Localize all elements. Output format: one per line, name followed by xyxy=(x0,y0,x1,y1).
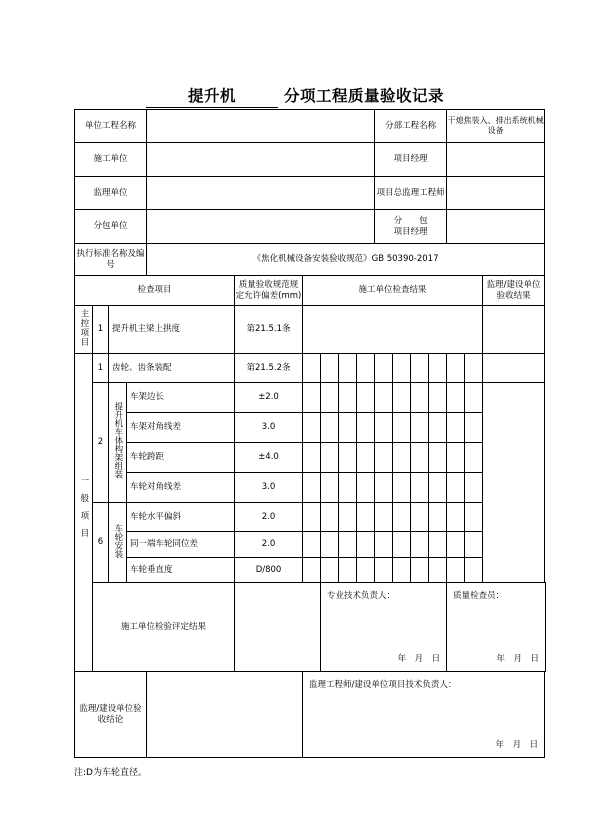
result-cell[interactable] xyxy=(411,443,429,473)
gen6-row-spec: 2.0 xyxy=(235,532,303,558)
quality-inspector-date: 年 月 日 xyxy=(496,654,539,665)
result-cell[interactable] xyxy=(411,532,429,558)
supervisor-date: 年 月 日 xyxy=(495,740,539,751)
result-cell[interactable] xyxy=(447,473,465,503)
col-contractor-result: 施工单位检查结果 xyxy=(303,276,483,306)
result-cell[interactable] xyxy=(429,558,447,583)
gen2-row-name: 车轮对角线差 xyxy=(127,473,235,503)
subcontract-unit-label: 分包单位 xyxy=(75,210,147,244)
supervision-unit-label: 监理单位 xyxy=(75,177,147,210)
result-cell[interactable] xyxy=(375,503,393,532)
result-cell[interactable] xyxy=(429,383,447,413)
main-control-text: 主控项目 xyxy=(78,308,89,347)
result-cell[interactable] xyxy=(447,383,465,413)
gen1-spec: 第21.5.2条 xyxy=(235,354,303,383)
result-cell[interactable] xyxy=(411,503,429,532)
result-cell[interactable] xyxy=(303,413,321,443)
result-cell[interactable] xyxy=(321,443,339,473)
result-cell[interactable] xyxy=(447,413,465,443)
main-item-spec: 第21.5.1条 xyxy=(235,306,303,354)
result-cell[interactable] xyxy=(357,503,375,532)
result-cell[interactable] xyxy=(321,354,339,383)
result-cell[interactable] xyxy=(429,443,447,473)
result-cell[interactable] xyxy=(339,354,357,383)
result-cell[interactable] xyxy=(429,532,447,558)
gen2-row-name: 车架对角线差 xyxy=(127,413,235,443)
tech-lead-sign-area[interactable] xyxy=(321,583,447,672)
unit-project-field[interactable] xyxy=(147,110,375,143)
result-cell[interactable] xyxy=(411,354,429,383)
result-cell[interactable] xyxy=(465,383,483,413)
result-cell[interactable] xyxy=(321,473,339,503)
gen6-group-text: 车轮安装 xyxy=(112,523,123,558)
gen6-row-spec: D/800 xyxy=(235,558,303,583)
result-cell[interactable] xyxy=(321,558,339,583)
result-cell[interactable] xyxy=(429,473,447,503)
sub-project-label: 分部工程名称 xyxy=(375,110,447,143)
result-cell[interactable] xyxy=(393,354,411,383)
subcontract-unit-field[interactable] xyxy=(147,210,375,244)
col-deviation: 质量验收规范规定允许偏差(mm) xyxy=(235,276,303,306)
result-cell[interactable] xyxy=(465,413,483,443)
result-cell[interactable] xyxy=(303,473,321,503)
result-cell[interactable] xyxy=(357,443,375,473)
result-cell[interactable] xyxy=(375,532,393,558)
result-cell[interactable] xyxy=(393,558,411,583)
construction-unit-field[interactable] xyxy=(147,143,375,177)
general-label xyxy=(75,354,93,672)
col-supervisor-result: 监理/建设单位验收结果 xyxy=(483,276,545,306)
result-cell[interactable] xyxy=(411,383,429,413)
result-cell[interactable] xyxy=(339,473,357,503)
standard-value: 《焦化机械设备安装验收规范》GB 50390-2017 xyxy=(147,244,545,276)
sub-project-field[interactable]: 干熄焦装入、排出系统机械设备 xyxy=(447,110,545,143)
gen2-row-name: 车轮跨距 xyxy=(127,443,235,473)
contractor-eval-label: 施工单位检验评定结果 xyxy=(93,583,235,672)
title-subject: 提升机 xyxy=(146,84,278,108)
document-title xyxy=(0,84,590,108)
supervision-unit-field[interactable] xyxy=(147,177,375,210)
gen6-row-spec: 2.0 xyxy=(235,503,303,532)
main-item-no: 1 xyxy=(93,306,109,354)
chief-engineer-field[interactable] xyxy=(447,177,545,210)
result-cell[interactable] xyxy=(375,443,393,473)
tech-lead-date: 年 月 日 xyxy=(397,654,441,665)
result-cell[interactable] xyxy=(465,443,483,473)
gen2-row-spec: ±4.0 xyxy=(235,443,303,473)
footnote: 注:D为车轮直径。 xyxy=(74,768,147,778)
gen2-row-name: 车架边长 xyxy=(127,383,235,413)
quality-inspector-label: 质量检查员： xyxy=(453,591,505,601)
result-cell[interactable] xyxy=(465,503,483,532)
gen1-no: 1 xyxy=(93,354,109,383)
result-cell[interactable] xyxy=(465,354,483,383)
result-cell[interactable] xyxy=(393,383,411,413)
result-cell[interactable] xyxy=(465,532,483,558)
result-cell[interactable] xyxy=(375,354,393,383)
result-cell[interactable] xyxy=(393,413,411,443)
result-cell[interactable] xyxy=(375,473,393,503)
subcontract-label-line1: 分 包 xyxy=(393,215,428,226)
gen1-supervisor[interactable] xyxy=(483,354,545,383)
result-cell[interactable] xyxy=(447,503,465,532)
gen6-row-name: 车轮水平偏斜 xyxy=(127,503,235,532)
main-control-label xyxy=(75,306,93,354)
result-cell[interactable] xyxy=(321,532,339,558)
gen6-no: 6 xyxy=(93,503,109,583)
general-supervisor[interactable] xyxy=(483,383,545,583)
result-cell[interactable] xyxy=(339,443,357,473)
result-cell[interactable] xyxy=(375,383,393,413)
result-cell[interactable] xyxy=(303,354,321,383)
result-cell[interactable] xyxy=(303,532,321,558)
gen6-group-label xyxy=(109,503,127,583)
supervisor-conclusion-field[interactable] xyxy=(147,672,303,758)
main-item-supervisor[interactable] xyxy=(483,306,545,354)
result-cell[interactable] xyxy=(447,443,465,473)
project-manager-field[interactable] xyxy=(447,143,545,177)
result-cell[interactable] xyxy=(393,473,411,503)
result-cell[interactable] xyxy=(429,354,447,383)
inspection-form xyxy=(74,109,546,758)
gen6-row-name: 车轮垂直度 xyxy=(127,558,235,583)
result-cell[interactable] xyxy=(429,413,447,443)
result-cell[interactable] xyxy=(375,413,393,443)
project-manager-label: 项目经理 xyxy=(375,143,447,177)
result-cell[interactable] xyxy=(339,558,357,583)
result-cell[interactable] xyxy=(429,503,447,532)
result-cell[interactable] xyxy=(303,383,321,413)
col-check-item: 检查项目 xyxy=(75,276,235,306)
result-cell[interactable] xyxy=(411,558,429,583)
result-cell[interactable] xyxy=(447,558,465,583)
result-cell[interactable] xyxy=(357,383,375,413)
gen1-name: 齿轮、齿条装配 xyxy=(109,354,235,383)
result-cell[interactable] xyxy=(465,558,483,583)
gen2-row-spec: 3.0 xyxy=(235,473,303,503)
result-cell[interactable] xyxy=(465,473,483,503)
title-suffix: 分项工程质量验收记录 xyxy=(284,87,445,105)
result-cell[interactable] xyxy=(357,532,375,558)
result-cell[interactable] xyxy=(303,503,321,532)
supervisor-sign-area[interactable] xyxy=(303,672,545,758)
general-text: 一般项目 xyxy=(78,475,89,546)
construction-unit-label: 施工单位 xyxy=(75,143,147,177)
tech-lead-label: 专业技术负责人： xyxy=(327,591,396,601)
unit-project-label: 单位工程名称 xyxy=(75,110,147,143)
result-cell[interactable] xyxy=(375,558,393,583)
result-cell[interactable] xyxy=(303,558,321,583)
result-cell[interactable] xyxy=(393,503,411,532)
subcontract-manager-label xyxy=(375,210,447,244)
result-cell[interactable] xyxy=(339,383,357,413)
supervisor-conclusion-label: 监理/建设单位验收结论 xyxy=(75,672,147,758)
contractor-eval-field[interactable] xyxy=(235,583,321,672)
result-cell[interactable] xyxy=(321,383,339,413)
subcontract-label-line2: 项目经理 xyxy=(393,226,428,237)
main-item-result[interactable] xyxy=(303,306,483,354)
gen2-row-spec: 3.0 xyxy=(235,413,303,443)
gen2-group-label xyxy=(109,383,127,503)
quality-inspector-sign-area[interactable] xyxy=(447,583,546,672)
result-cell[interactable] xyxy=(411,413,429,443)
subcontract-manager-field[interactable] xyxy=(447,210,545,244)
main-item-name: 提升机主梁上拱度 xyxy=(109,306,235,354)
result-cell[interactable] xyxy=(357,413,375,443)
gen2-group-text: 提升机车体构架组装 xyxy=(112,402,123,479)
result-cell[interactable] xyxy=(321,503,339,532)
standard-label: 执行标准名称及编号 xyxy=(75,244,147,276)
result-cell[interactable] xyxy=(339,532,357,558)
result-cell[interactable] xyxy=(303,443,321,473)
result-cell[interactable] xyxy=(357,473,375,503)
result-cell[interactable] xyxy=(447,354,465,383)
result-cell[interactable] xyxy=(393,443,411,473)
gen2-no: 2 xyxy=(93,383,109,503)
result-cell[interactable] xyxy=(447,532,465,558)
chief-engineer-label: 项目总监理工程师 xyxy=(375,177,447,210)
result-cell[interactable] xyxy=(357,558,375,583)
result-cell[interactable] xyxy=(411,473,429,503)
gen2-row-spec: ±2.0 xyxy=(235,383,303,413)
result-cell[interactable] xyxy=(339,413,357,443)
result-cell[interactable] xyxy=(321,413,339,443)
result-cell[interactable] xyxy=(339,503,357,532)
gen6-row-name: 同一端车轮同位差 xyxy=(127,532,235,558)
result-cell[interactable] xyxy=(357,354,375,383)
supervisor-signer-label: 监理工程师/建设单位项目技术负责人： xyxy=(309,680,457,690)
result-cell[interactable] xyxy=(393,532,411,558)
